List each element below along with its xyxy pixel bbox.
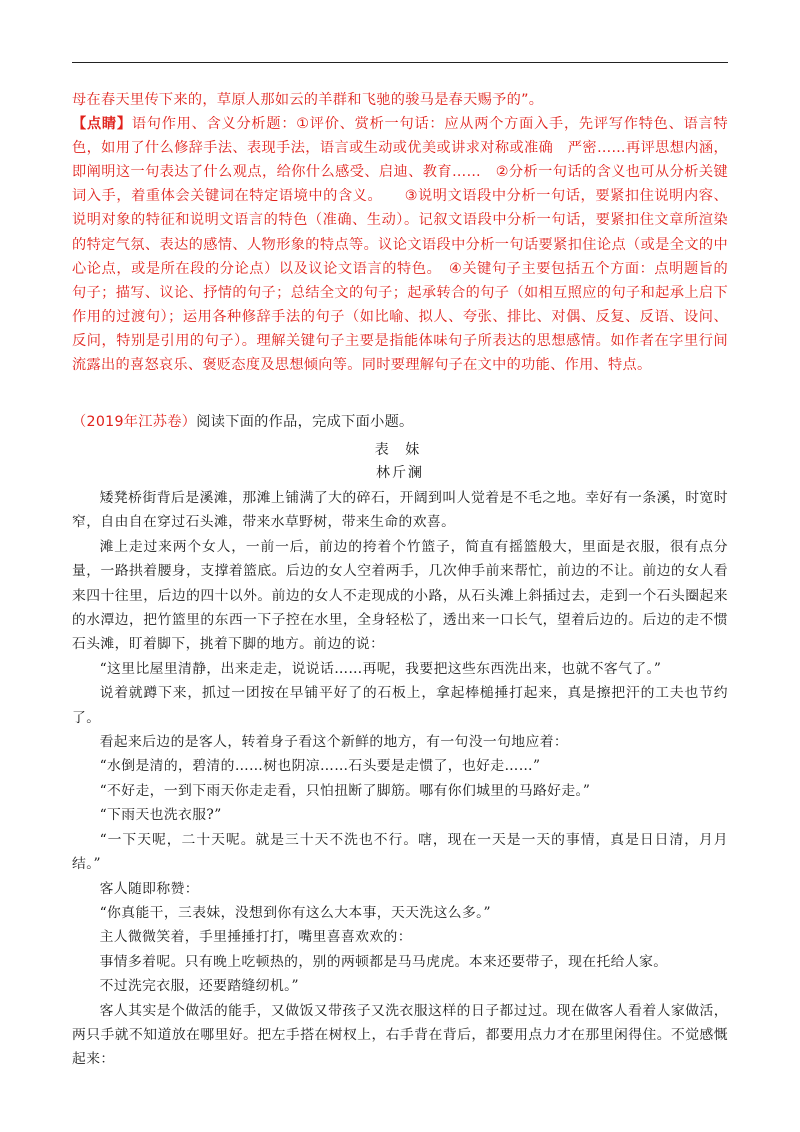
answer-lead-line: 母在春天里传下来的，草原人那如云的羊群和飞驰的骏马是春天赐予的”。 bbox=[72, 92, 544, 108]
story-paragraph: 滩上走过来两个女人，一前一后，前边的挎着个竹篮子，简直有摇篮般大，里面是衣服，很有点分量，一路拱着腰身，支撑着篮底。后边的女人空着两手，几次伸手前来帮忙，前边的不让。前边的女人看来四十往里，后边的四十以外。前边的女人不走现成的小路，从石头滩上斜插过去，走到一个石头圈起来的水潭边，把竹篮里的东西一下子控在水里，全身轻松了，透出来一口长气，望着后边的。后边的走不惯石头滩，盯着脚下，挑着下脚的地方。前边的说： bbox=[72, 538, 728, 653]
tip-body: 语句作用、含义分析题：①评价、赏析一句话：应从两个方面入手，先评写作特色、语言特色，如用了什么修辞手法、表现手法，语言或生动或优美或讲求对称或准确 严密……再评思想内涵，即阐明这一句表达了什么观点，给你什么感受、启迪、教育…… ②分析一句话的含义也可从分析关键词入手，着重体会关键词在特定语境中的含义。 ③说明文语段中分析一句话，要紧扣住说明内容、说明对象的特征和说明文语言的特色（准确、生动）。记叙文语段中分析一句话，要紧扣住文章所渲染的特定气氛、表达的感情、人物形象的特点等。议论文语段中分析一句话要紧扣住论点（或是全文的中心论点，或是所在段的分论点）以及议论文语言的特色。 ④关键句子主要包括五个方面：点明题旨的句子；描写、议论、抒情的句子；总结全文的句子；起承转合的句子（如相互照应的句子和起承上启下作用的过渡句）；运用各种修辞手法的句子（如比喻、拟人、夸张、排比、对偶、反复、反语、设问、反问，特别是引用的句子）。理解关键句子主要是指能体味句子所表达的思想感情。如作者在字里行间流露出的喜怒哀乐、褒贬态度及思想倾向等。同时要理解句子在文中的功能、作用、特点。 bbox=[72, 116, 728, 374]
tip-label: 【点睛】 bbox=[72, 116, 132, 133]
story-paragraph: “下雨天也洗衣服?” bbox=[99, 807, 222, 824]
tip-paragraph bbox=[72, 112, 728, 377]
story-paragraph: 看起来后边的是客人，转着身子看这个新鲜的地方，有一句没一句地应着： bbox=[99, 734, 569, 751]
answer-analysis-block bbox=[72, 88, 728, 377]
story-paragraph: “不好走，一到下雨天你走走看，只怕扭断了脚筋。哪有你们城里的马路好走。” bbox=[99, 782, 591, 799]
story-author: 林斤澜 bbox=[376, 465, 424, 481]
story-paragraph: “一下天呢，二十天呢。就是三十天不洗也不行。嗐，现在一天是一天的事情，真是日日清，月月结。” bbox=[72, 831, 728, 873]
header-rule bbox=[72, 62, 728, 63]
story-title: 表 妹 bbox=[374, 442, 426, 458]
story-paragraph: 主人微微笑着，手里捶捶打打，嘴里喜喜欢欢的： bbox=[99, 929, 412, 946]
question-source-line bbox=[72, 411, 728, 433]
story-paragraph: “你真能干，三表妹，没想到你有这么大本事，天天洗这么多。” bbox=[99, 904, 491, 921]
story-paragraph: 矮凳桥街背后是溪滩，那滩上铺满了大的碎石，开阔到叫人觉着是不毛之地。幸好有一条溪，时宽时窄，自由自在穿过石头滩，带来水草野树，带来生命的欢喜。 bbox=[72, 490, 728, 531]
story-paragraph: 不过洗完衣服，还要踏缝纫机。” bbox=[99, 978, 299, 995]
exam-source-tag: （2019年江苏卷） bbox=[72, 414, 197, 430]
story-body bbox=[72, 486, 728, 1072]
story-paragraph: 客人随即称赞： bbox=[99, 880, 199, 897]
reading-instruction: 阅读下面的作品，完成下面小题。 bbox=[196, 414, 414, 430]
story-paragraph: 事情多着呢。只有晚上吃顿热的，别的两顿都是马马虎虎。本来还要带子，现在托给人家。 bbox=[99, 953, 668, 970]
story-paragraph: “水倒是清的，碧清的……树也阴凉……石头要是走惯了，也好走……” bbox=[99, 758, 541, 775]
story-paragraph: “这里比屋里清静，出来走走，说说话……再呢，我要把这些东西洗出来，也就不客气了。” bbox=[99, 660, 662, 677]
story-paragraph: 说着就蹲下来，抓过一团按在早铺平好了的石板上，拿起棒槌捶打起来，真是擦把汗的工夫也节约了。 bbox=[72, 685, 728, 726]
story-paragraph: 客人其实是个做活的能手，又做饭又带孩子又洗衣服这样的日子都过过。现在做客人看着人家做活，两只手就不知道放在哪里好。把左手搭在树杈上，右手背在背后，都要用点力才在那里闲得住。不觉感慨起来： bbox=[72, 1002, 728, 1068]
